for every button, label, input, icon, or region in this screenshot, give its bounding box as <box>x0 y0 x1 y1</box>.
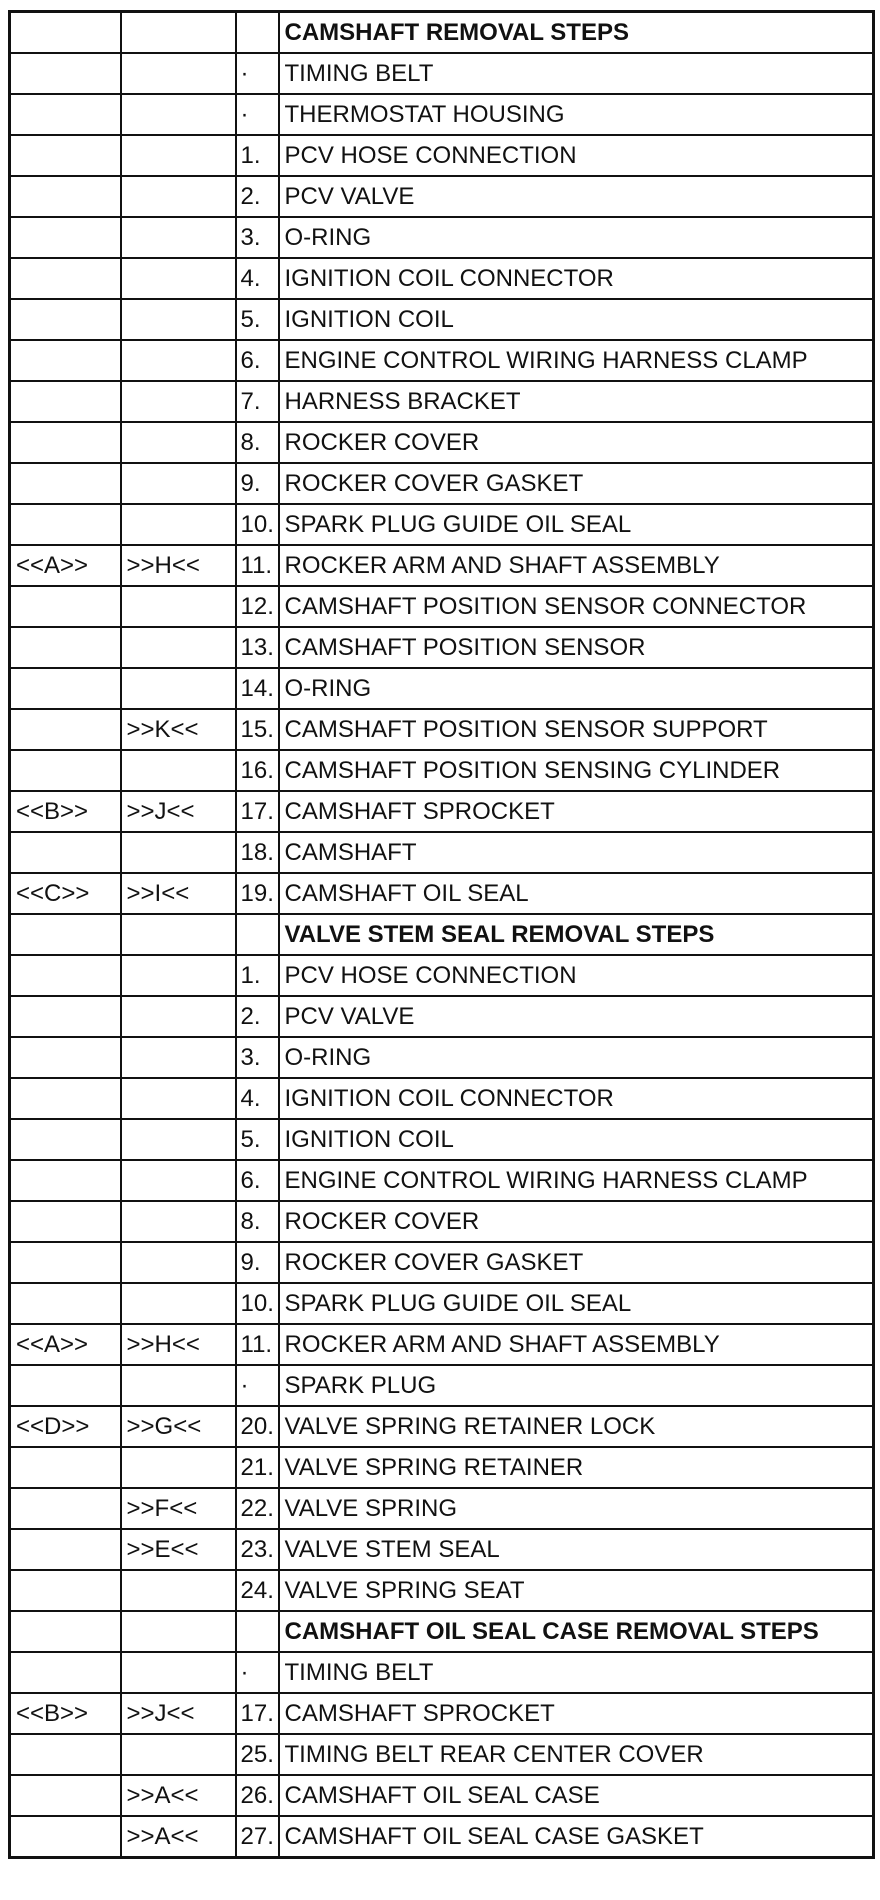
step-number-cell: 22. <box>236 1488 279 1529</box>
step-number-cell: 27. <box>236 1816 279 1858</box>
removal-note-cell <box>10 1365 121 1406</box>
step-description-cell: CAMSHAFT POSITION SENSOR SUPPORT <box>279 709 874 750</box>
installation-note-cell <box>121 1365 236 1406</box>
step-description-cell: SPARK PLUG GUIDE OIL SEAL <box>279 504 874 545</box>
step-number-cell: 18. <box>236 832 279 873</box>
installation-note-cell: >>G<< <box>121 1406 236 1447</box>
step-description-cell: CAMSHAFT POSITION SENSOR CONNECTOR <box>279 586 874 627</box>
removal-steps-table <box>8 10 875 1859</box>
step-number-cell: 5. <box>236 1119 279 1160</box>
step-row <box>10 340 874 381</box>
removal-note-cell <box>10 1242 121 1283</box>
step-description-cell: TIMING BELT REAR CENTER COVER <box>279 1734 874 1775</box>
step-row <box>10 1283 874 1324</box>
step-description-cell: O-RING <box>279 217 874 258</box>
step-number-cell: 6. <box>236 1160 279 1201</box>
installation-note-cell <box>121 955 236 996</box>
installation-note-cell <box>121 217 236 258</box>
step-row <box>10 504 874 545</box>
removal-note-cell <box>10 1652 121 1693</box>
removal-note-cell <box>10 709 121 750</box>
step-description-cell: PCV VALVE <box>279 176 874 217</box>
installation-note-cell: >>A<< <box>121 1775 236 1816</box>
removal-note-cell <box>10 381 121 422</box>
step-description-cell: VALVE SPRING RETAINER <box>279 1447 874 1488</box>
step-number-cell: 10. <box>236 504 279 545</box>
step-number-cell: 25. <box>236 1734 279 1775</box>
removal-note-cell <box>10 299 121 340</box>
step-row <box>10 1734 874 1775</box>
section-title: CAMSHAFT REMOVAL STEPS <box>279 12 874 54</box>
installation-note-cell <box>121 340 236 381</box>
step-description-cell: ROCKER ARM AND SHAFT ASSEMBLY <box>279 545 874 586</box>
step-description-cell: IGNITION COIL <box>279 1119 874 1160</box>
removal-note-cell: <<D>> <box>10 1406 121 1447</box>
installation-note-cell <box>121 627 236 668</box>
step-number-cell: 13. <box>236 627 279 668</box>
step-description-cell: PCV HOSE CONNECTION <box>279 955 874 996</box>
step-description-cell: HARNESS BRACKET <box>279 381 874 422</box>
step-description-cell: PCV VALVE <box>279 996 874 1037</box>
step-number-cell: 17. <box>236 1693 279 1734</box>
step-number-cell: 4. <box>236 1078 279 1119</box>
installation-note-cell <box>121 1447 236 1488</box>
step-description-cell: IGNITION COIL <box>279 299 874 340</box>
step-number-cell: 8. <box>236 1201 279 1242</box>
installation-note-cell: >>K<< <box>121 709 236 750</box>
step-description-cell: VALVE SPRING <box>279 1488 874 1529</box>
step-number-cell: 4. <box>236 258 279 299</box>
removal-note-cell: <<B>> <box>10 791 121 832</box>
removal-note-cell <box>10 1037 121 1078</box>
step-number-cell: 14. <box>236 668 279 709</box>
step-number-cell: 3. <box>236 1037 279 1078</box>
step-row <box>10 299 874 340</box>
removal-note-cell <box>10 1570 121 1611</box>
step-number-cell: · <box>236 1365 279 1406</box>
step-row <box>10 586 874 627</box>
step-description-cell: ROCKER ARM AND SHAFT ASSEMBLY <box>279 1324 874 1365</box>
installation-note-cell <box>121 1201 236 1242</box>
installation-note-cell <box>121 1078 236 1119</box>
step-row <box>10 709 874 750</box>
section-header-blank-cell <box>10 914 121 955</box>
installation-note-cell <box>121 586 236 627</box>
step-number-cell: 20. <box>236 1406 279 1447</box>
step-row <box>10 545 874 586</box>
installation-note-cell <box>121 53 236 94</box>
section-header-blank-cell <box>236 12 279 54</box>
step-number-cell: 8. <box>236 422 279 463</box>
step-description-cell: ROCKER COVER <box>279 422 874 463</box>
section-header-row <box>10 1611 874 1652</box>
section-header-blank-cell <box>236 914 279 955</box>
step-description-cell: O-RING <box>279 1037 874 1078</box>
step-row <box>10 1201 874 1242</box>
step-description-cell: THERMOSTAT HOUSING <box>279 94 874 135</box>
removal-note-cell <box>10 832 121 873</box>
removal-note-cell <box>10 1734 121 1775</box>
installation-note-cell <box>121 504 236 545</box>
removal-note-cell <box>10 627 121 668</box>
step-number-cell: 21. <box>236 1447 279 1488</box>
step-description-cell: VALVE STEM SEAL <box>279 1529 874 1570</box>
section-header-blank-cell <box>236 1611 279 1652</box>
removal-note-cell: <<B>> <box>10 1693 121 1734</box>
removal-note-cell <box>10 463 121 504</box>
removal-note-cell <box>10 504 121 545</box>
step-number-cell: 9. <box>236 463 279 504</box>
installation-note-cell: >>A<< <box>121 1816 236 1858</box>
installation-note-cell <box>121 422 236 463</box>
step-description-cell: ENGINE CONTROL WIRING HARNESS CLAMP <box>279 1160 874 1201</box>
removal-note-cell <box>10 135 121 176</box>
step-row <box>10 463 874 504</box>
step-row <box>10 422 874 463</box>
step-row <box>10 1775 874 1816</box>
section-header-blank-cell <box>10 1611 121 1652</box>
installation-note-cell <box>121 1160 236 1201</box>
step-row <box>10 791 874 832</box>
step-description-cell: CAMSHAFT SPROCKET <box>279 1693 874 1734</box>
step-row <box>10 750 874 791</box>
step-number-cell: 9. <box>236 1242 279 1283</box>
removal-note-cell <box>10 1119 121 1160</box>
step-number-cell: 2. <box>236 176 279 217</box>
step-row <box>10 627 874 668</box>
step-number-cell: · <box>236 94 279 135</box>
removal-note-cell <box>10 258 121 299</box>
removal-note-cell <box>10 1775 121 1816</box>
removal-note-cell <box>10 1529 121 1570</box>
step-description-cell: IGNITION COIL CONNECTOR <box>279 1078 874 1119</box>
step-description-cell: TIMING BELT <box>279 1652 874 1693</box>
removal-note-cell <box>10 1078 121 1119</box>
installation-note-cell: >>J<< <box>121 1693 236 1734</box>
removal-note-cell <box>10 668 121 709</box>
section-header-blank-cell <box>121 914 236 955</box>
removal-note-cell <box>10 955 121 996</box>
removal-note-cell <box>10 1488 121 1529</box>
installation-note-cell <box>121 463 236 504</box>
section-header-blank-cell <box>10 12 121 54</box>
removal-note-cell <box>10 1160 121 1201</box>
step-row <box>10 996 874 1037</box>
removal-note-cell <box>10 1201 121 1242</box>
step-row <box>10 1365 874 1406</box>
removal-note-cell <box>10 1283 121 1324</box>
step-row <box>10 1816 874 1858</box>
step-row <box>10 832 874 873</box>
step-row <box>10 176 874 217</box>
installation-note-cell <box>121 1570 236 1611</box>
step-description-cell: ROCKER COVER <box>279 1201 874 1242</box>
installation-note-cell <box>121 94 236 135</box>
step-number-cell: 15. <box>236 709 279 750</box>
section-title: CAMSHAFT OIL SEAL CASE REMOVAL STEPS <box>279 1611 874 1652</box>
removal-note-cell <box>10 422 121 463</box>
step-description-cell: CAMSHAFT OIL SEAL <box>279 873 874 914</box>
step-number-cell: 16. <box>236 750 279 791</box>
step-number-cell: 2. <box>236 996 279 1037</box>
removal-note-cell <box>10 53 121 94</box>
step-row <box>10 1119 874 1160</box>
installation-note-cell <box>121 1734 236 1775</box>
removal-note-cell <box>10 1447 121 1488</box>
removal-note-cell <box>10 586 121 627</box>
step-number-cell: 5. <box>236 299 279 340</box>
removal-note-cell <box>10 176 121 217</box>
installation-note-cell <box>121 381 236 422</box>
step-row <box>10 873 874 914</box>
step-number-cell: 3. <box>236 217 279 258</box>
installation-note-cell: >>H<< <box>121 545 236 586</box>
step-number-cell: 10. <box>236 1283 279 1324</box>
step-row <box>10 1652 874 1693</box>
step-number-cell: 23. <box>236 1529 279 1570</box>
removal-note-cell <box>10 217 121 258</box>
step-description-cell: ENGINE CONTROL WIRING HARNESS CLAMP <box>279 340 874 381</box>
installation-note-cell: >>E<< <box>121 1529 236 1570</box>
installation-note-cell <box>121 258 236 299</box>
step-description-cell: SPARK PLUG <box>279 1365 874 1406</box>
installation-note-cell <box>121 750 236 791</box>
step-number-cell: 12. <box>236 586 279 627</box>
step-row <box>10 1242 874 1283</box>
step-description-cell: CAMSHAFT POSITION SENSING CYLINDER <box>279 750 874 791</box>
installation-note-cell <box>121 1283 236 1324</box>
step-number-cell: 11. <box>236 545 279 586</box>
step-description-cell: CAMSHAFT OIL SEAL CASE GASKET <box>279 1816 874 1858</box>
step-number-cell: · <box>236 1652 279 1693</box>
installation-note-cell: >>F<< <box>121 1488 236 1529</box>
installation-note-cell: >>I<< <box>121 873 236 914</box>
installation-note-cell <box>121 1119 236 1160</box>
step-row <box>10 94 874 135</box>
removal-note-cell <box>10 1816 121 1858</box>
step-description-cell: TIMING BELT <box>279 53 874 94</box>
step-row <box>10 1037 874 1078</box>
step-number-cell: 19. <box>236 873 279 914</box>
step-row <box>10 1447 874 1488</box>
section-header-blank-cell <box>121 1611 236 1652</box>
removal-note-cell <box>10 750 121 791</box>
step-number-cell: · <box>236 53 279 94</box>
removal-note-cell: <<C>> <box>10 873 121 914</box>
section-header-blank-cell <box>121 12 236 54</box>
step-row <box>10 955 874 996</box>
step-row <box>10 1078 874 1119</box>
step-row <box>10 135 874 176</box>
installation-note-cell <box>121 299 236 340</box>
step-number-cell: 1. <box>236 955 279 996</box>
step-row <box>10 1406 874 1447</box>
step-row <box>10 668 874 709</box>
step-row <box>10 1324 874 1365</box>
step-description-cell: CAMSHAFT POSITION SENSOR <box>279 627 874 668</box>
step-row <box>10 258 874 299</box>
step-description-cell: IGNITION COIL CONNECTOR <box>279 258 874 299</box>
step-description-cell: ROCKER COVER GASKET <box>279 1242 874 1283</box>
step-number-cell: 1. <box>236 135 279 176</box>
removal-note-cell <box>10 340 121 381</box>
step-number-cell: 24. <box>236 1570 279 1611</box>
step-description-cell: CAMSHAFT OIL SEAL CASE <box>279 1775 874 1816</box>
installation-note-cell <box>121 668 236 709</box>
installation-note-cell <box>121 996 236 1037</box>
removal-note-cell: <<A>> <box>10 1324 121 1365</box>
step-description-cell: PCV HOSE CONNECTION <box>279 135 874 176</box>
step-row <box>10 53 874 94</box>
step-row <box>10 1488 874 1529</box>
step-row <box>10 381 874 422</box>
steps-table-body <box>10 12 874 1858</box>
installation-note-cell <box>121 176 236 217</box>
step-row <box>10 1529 874 1570</box>
step-description-cell: ROCKER COVER GASKET <box>279 463 874 504</box>
step-number-cell: 17. <box>236 791 279 832</box>
removal-note-cell: <<A>> <box>10 545 121 586</box>
removal-note-cell <box>10 996 121 1037</box>
step-description-cell: VALVE SPRING SEAT <box>279 1570 874 1611</box>
installation-note-cell: >>H<< <box>121 1324 236 1365</box>
step-description-cell: CAMSHAFT SPROCKET <box>279 791 874 832</box>
installation-note-cell <box>121 1652 236 1693</box>
installation-note-cell <box>121 1037 236 1078</box>
step-number-cell: 7. <box>236 381 279 422</box>
section-header-row <box>10 12 874 54</box>
step-row <box>10 217 874 258</box>
removal-note-cell <box>10 94 121 135</box>
installation-note-cell <box>121 135 236 176</box>
installation-note-cell <box>121 832 236 873</box>
installation-note-cell <box>121 1242 236 1283</box>
section-title: VALVE STEM SEAL REMOVAL STEPS <box>279 914 874 955</box>
step-description-cell: O-RING <box>279 668 874 709</box>
step-row <box>10 1693 874 1734</box>
step-description-cell: CAMSHAFT <box>279 832 874 873</box>
step-row <box>10 1570 874 1611</box>
section-header-row <box>10 914 874 955</box>
step-number-cell: 6. <box>236 340 279 381</box>
step-description-cell: VALVE SPRING RETAINER LOCK <box>279 1406 874 1447</box>
step-number-cell: 26. <box>236 1775 279 1816</box>
step-number-cell: 11. <box>236 1324 279 1365</box>
step-row <box>10 1160 874 1201</box>
installation-note-cell: >>J<< <box>121 791 236 832</box>
step-description-cell: SPARK PLUG GUIDE OIL SEAL <box>279 1283 874 1324</box>
